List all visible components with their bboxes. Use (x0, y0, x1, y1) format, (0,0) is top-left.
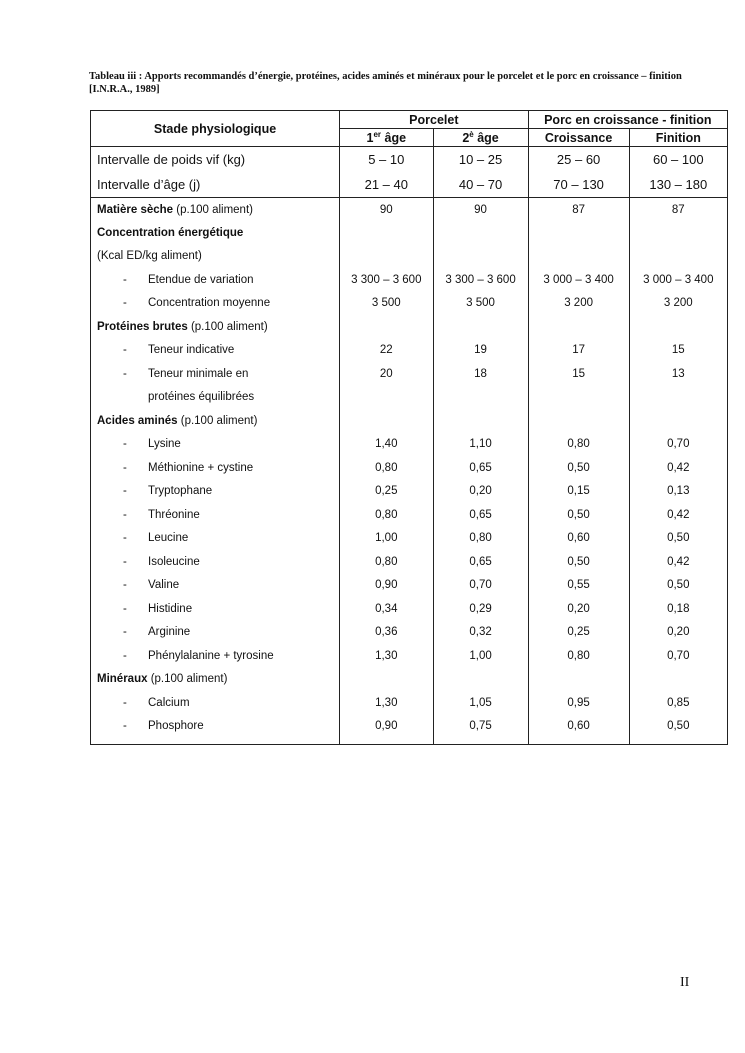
item-text: Lysine (148, 438, 181, 451)
cell-value (528, 221, 629, 245)
cell-value (340, 668, 433, 692)
cell-value: 0,70 (433, 574, 528, 598)
item-text: Concentration moyenne (148, 297, 271, 310)
cell-value: 1,05 (433, 691, 528, 715)
item-text: Valine (148, 579, 180, 592)
header-porc: Porc en croissance - finition (528, 111, 727, 129)
item-text: Phosphore (148, 720, 204, 733)
cell-value: 90 (340, 198, 433, 222)
section-unit: (p.100 aliment) (187, 320, 268, 333)
cell-value: 1,00 (433, 644, 528, 668)
cell-value: 0,80 (528, 433, 629, 457)
cell-value: 0,20 (433, 480, 528, 504)
cell-value (528, 409, 629, 433)
table-row (91, 503, 728, 527)
table-row (91, 409, 728, 433)
cell-value: 0,42 (667, 555, 690, 568)
cell-value: 0,25 (528, 621, 629, 645)
cell-value: 0,95 (528, 691, 629, 715)
section-unit: (p.100 aliment) (147, 673, 228, 686)
cell-value (433, 245, 528, 269)
section-label (91, 221, 340, 245)
section-unit: (p.100 aliment) (173, 203, 253, 216)
cell-value: 0,60 (528, 527, 629, 551)
cell-value (629, 245, 727, 269)
cell-value: 0,20 (667, 626, 690, 639)
cell-value (629, 315, 727, 339)
header-row-1 (91, 111, 728, 129)
cell-value (629, 668, 727, 692)
table-row (91, 362, 728, 386)
bullet-dash: - (123, 273, 127, 286)
cell-value: 0,32 (433, 621, 528, 645)
table-caption: Tableau iii : Apports recommandés d’énergie, protéines, acides aminés et minéraux pour le porcelet et le porc en croissance – finition [I.N.R.A., 1989] (89, 71, 682, 95)
interval-value: 40 – 70 (433, 172, 528, 198)
bullet-dash: - (123, 696, 127, 709)
cell-value: 0,70 (667, 438, 690, 451)
item-text: Méthionine + cystine (148, 461, 254, 474)
cell-value: 0,80 (340, 550, 433, 574)
bullet-dash: - (123, 438, 127, 451)
item-label (91, 339, 340, 363)
cell-value: 0,80 (433, 527, 528, 551)
header-porcelet: Porcelet (340, 111, 529, 129)
cell-value: 0,90 (340, 574, 433, 598)
interval-value: 25 – 60 (528, 147, 629, 172)
bullet-dash: - (123, 720, 127, 733)
cell-value (433, 409, 528, 433)
table-row (91, 480, 728, 504)
cell-value: 0,85 (667, 696, 690, 709)
interval-row (91, 147, 728, 172)
cell-value: 15 (528, 362, 629, 386)
cell-value: 0,65 (433, 503, 528, 527)
cell-value: 3 300 – 3 600 (340, 268, 433, 292)
bullet-dash: - (123, 602, 127, 615)
cell-value (629, 386, 727, 410)
item-label (91, 456, 340, 480)
cell-value: 0,65 (433, 456, 528, 480)
interval-value: 10 – 25 (433, 147, 528, 172)
table-row (91, 433, 728, 457)
cell-value: 0,75 (433, 715, 528, 739)
table-row (91, 386, 728, 410)
cell-value (528, 245, 629, 269)
item-text: Arginine (148, 626, 191, 639)
table-row (91, 315, 728, 339)
cell-value: 0,50 (528, 456, 629, 480)
item-text: Phénylalanine + tyrosine (148, 649, 274, 662)
table-row (91, 221, 728, 245)
cell-value: 0,25 (340, 480, 433, 504)
padding-cell (528, 738, 629, 744)
cell-value: 0,50 (528, 503, 629, 527)
cell-value: 3 200 (663, 297, 693, 310)
interval-label: Intervalle de poids vif (kg) (91, 147, 340, 172)
cell-value: 17 (528, 339, 629, 363)
item-label (91, 574, 340, 598)
header-stade: Stade physiologique (91, 111, 340, 147)
cell-value: 87 (671, 203, 685, 216)
bullet-dash: - (123, 367, 127, 380)
item-label-continued: protéines équilibrées (91, 386, 340, 410)
table-bottom-padding (91, 738, 728, 744)
bullet-dash: - (123, 532, 127, 545)
table-row (91, 621, 728, 645)
cell-value: 19 (433, 339, 528, 363)
cell-value: 3 200 (528, 292, 629, 316)
bullet-dash: - (123, 508, 127, 521)
cell-value (528, 386, 629, 410)
section-label (91, 315, 340, 339)
cell-value: 0,42 (667, 461, 690, 474)
interval-value: 130 – 180 (649, 176, 708, 192)
interval-label: Intervalle d’âge (j) (91, 172, 340, 198)
row-label: (Kcal ED/kg aliment) (91, 245, 340, 269)
bullet-dash: - (123, 555, 127, 568)
cell-value: 0,36 (340, 621, 433, 645)
page-number: II (680, 975, 690, 990)
cell-value: 3 300 – 3 600 (433, 268, 528, 292)
cell-value: 18 (433, 362, 528, 386)
cell-value: 0,60 (528, 715, 629, 739)
section-title: Minéraux (97, 673, 148, 686)
cell-value: 0,70 (667, 649, 690, 662)
nutrition-table (90, 110, 728, 745)
item-text: Etendue de variation (148, 273, 254, 286)
cell-value: 0,29 (433, 597, 528, 621)
table-row (91, 715, 728, 739)
cell-value: 0,42 (667, 508, 690, 521)
cell-value (433, 386, 528, 410)
cell-value: 3 500 (340, 292, 433, 316)
section-label (91, 409, 340, 433)
table-row (91, 245, 728, 269)
cell-value: 1,30 (340, 644, 433, 668)
cell-value (340, 245, 433, 269)
section-unit: (p.100 aliment) (177, 414, 258, 427)
section-label (91, 668, 340, 692)
cell-value: 22 (340, 339, 433, 363)
section-title: Matière sèche (97, 203, 174, 216)
bullet-dash: - (123, 461, 127, 474)
padding-cell (340, 738, 433, 744)
cell-value: 15 (671, 344, 685, 357)
table-row (91, 574, 728, 598)
interval-row (91, 172, 728, 198)
header-croissance: Croissance (528, 129, 629, 147)
item-text: Leucine (148, 532, 189, 545)
item-label (91, 715, 340, 739)
interval-value: 5 – 10 (340, 147, 433, 172)
cell-value (629, 409, 727, 433)
padding-cell (433, 738, 528, 744)
cell-value (340, 386, 433, 410)
item-label (91, 480, 340, 504)
cell-value: 0,34 (340, 597, 433, 621)
table-row (91, 456, 728, 480)
cell-value (528, 315, 629, 339)
cell-value: 0,50 (528, 550, 629, 574)
item-text: Histidine (148, 602, 193, 615)
header-finition: Finition (655, 130, 701, 145)
item-label (91, 527, 340, 551)
cell-value: 90 (433, 198, 528, 222)
interval-value: 60 – 100 (652, 151, 704, 167)
cell-value (433, 221, 528, 245)
cell-value: 1,10 (433, 433, 528, 457)
table-row (91, 644, 728, 668)
cell-value (629, 221, 727, 245)
item-label (91, 621, 340, 645)
interval-value: 21 – 40 (340, 172, 433, 198)
item-text: Thréonine (148, 508, 200, 521)
bullet-dash: - (123, 579, 127, 592)
cell-value: 13 (671, 367, 685, 380)
cell-value: 0,55 (528, 574, 629, 598)
cell-value: 3 000 – 3 400 (528, 268, 629, 292)
padding-cell (629, 738, 727, 744)
table-row (91, 668, 728, 692)
item-label (91, 550, 340, 574)
cell-value: 0,90 (340, 715, 433, 739)
cell-value: 0,18 (667, 602, 690, 615)
table-row (91, 292, 728, 316)
item-label (91, 597, 340, 621)
item-text: Calcium (148, 696, 190, 709)
cell-value: 1,00 (340, 527, 433, 551)
table-row (91, 550, 728, 574)
item-label (91, 433, 340, 457)
cell-value (433, 668, 528, 692)
cell-value: 1,40 (340, 433, 433, 457)
section-title: Acides aminés (97, 414, 178, 427)
section-title: Concentration énergétique (97, 226, 244, 239)
cell-value (340, 315, 433, 339)
bullet-dash: - (123, 649, 127, 662)
item-label (91, 503, 340, 527)
cell-value: 0,65 (433, 550, 528, 574)
bullet-dash: - (123, 297, 127, 310)
cell-value (340, 409, 433, 433)
cell-value: 20 (340, 362, 433, 386)
section-label (91, 198, 340, 222)
cell-value: 87 (528, 198, 629, 222)
table-row (91, 691, 728, 715)
cell-value: 3 500 (433, 292, 528, 316)
header-age1: 1er âge (340, 129, 433, 147)
cell-value (433, 315, 528, 339)
cell-value: 0,80 (528, 644, 629, 668)
cell-value: 0,50 (667, 532, 690, 545)
item-text: Tryptophane (148, 485, 213, 498)
cell-value: 0,15 (528, 480, 629, 504)
item-label (91, 644, 340, 668)
cell-value: 0,50 (667, 579, 690, 592)
item-text: Teneur indicative (148, 344, 235, 357)
bullet-dash: - (123, 485, 127, 498)
cell-value: 0,80 (340, 503, 433, 527)
cell-value: 0,13 (667, 485, 690, 498)
cell-value: 0,80 (340, 456, 433, 480)
table-row (91, 198, 728, 222)
section-title: Protéines brutes (97, 320, 188, 333)
cell-value: 1,30 (340, 691, 433, 715)
cell-value: 3 000 – 3 400 (643, 273, 714, 286)
item-label (91, 268, 340, 292)
item-label (91, 691, 340, 715)
item-text: Isoleucine (148, 555, 200, 568)
item-text: Teneur minimale en (148, 367, 249, 380)
cell-value: 0,50 (667, 720, 690, 733)
bullet-dash: - (123, 344, 127, 357)
padding-cell (91, 738, 340, 744)
item-label (91, 362, 340, 386)
table-row (91, 527, 728, 551)
interval-value: 70 – 130 (528, 172, 629, 198)
header-age2: $2^è$ âge (433, 129, 528, 147)
cell-value: 0,20 (528, 597, 629, 621)
cell-value (340, 221, 433, 245)
table-row (91, 597, 728, 621)
item-label (91, 292, 340, 316)
table-row (91, 268, 728, 292)
cell-value (528, 668, 629, 692)
table-row (91, 339, 728, 363)
bullet-dash: - (123, 626, 127, 639)
